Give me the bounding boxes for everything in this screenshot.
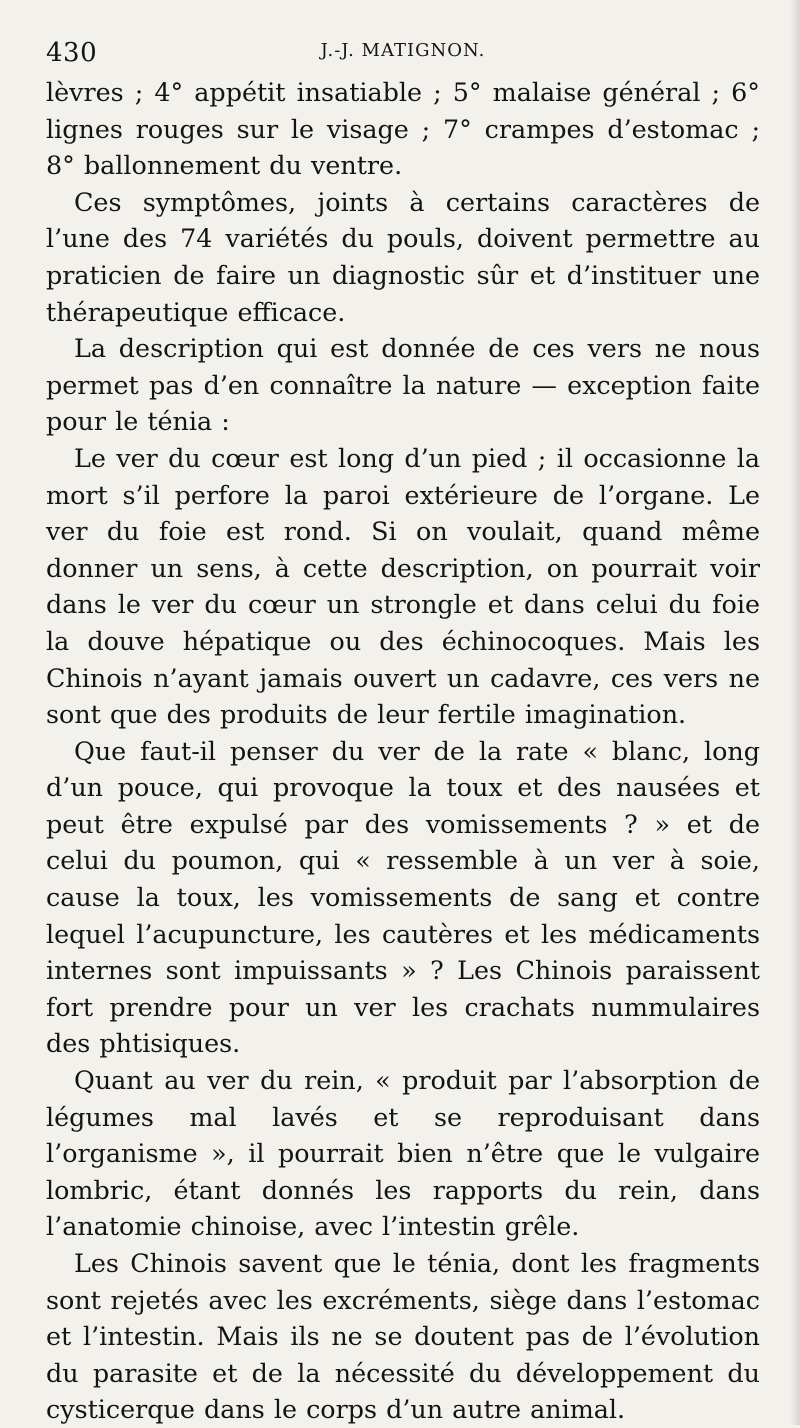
paragraph-continuation: lèvres ; 4° appétit insatiable ; 5° malaise général ; 6° lignes rouges sur le visage ; 7° crampes d’estomac ; 8° ballonnement du ventre. [46, 77, 760, 181]
paragraph-heart-worm: Le ver du cœur est long d’un pied ; il occasionne la mort s’il perfore la paroi extérieure de l’organe. Le ver du foie est rond. Si on voulait, quand même donner un sens, à cette description, on pourrait voir dans le ver du cœur un strongle et dans celui du foie la douve hépatique ou des échinocoques. Mais les Chinois n’ayant jamais ouvert un cadavre, ces vers ne sont que des produits de leur fertile imagination. [46, 442, 760, 730]
page-number: 430 [46, 38, 98, 68]
page-header [46, 38, 760, 70]
paragraph-spleen-worm: Que faut-il penser du ver de la rate « blanc, long d’un pouce, qui provoque la toux et des nausées et peut être expulsé par des vomissements ? » et de celui du poumon, qui « ressemble à un ver à soie, cause la toux, les vomissements de sang et contre lequel l’acupuncture, les cautères et les médicaments internes sont impuissants » ? Les Chinois paraissent fort prendre pour un ver les crachats nummulaires des phtisiques. [46, 735, 760, 1059]
body-text [46, 74, 760, 1428]
paragraph-kidney-worm: Quant au ver du rein, « produit par l’absorption de légumes mal lavés et se reproduisant dans l’organisme », il pourrait bien n’être que le vulgaire lombric, étant donnés les rapports du rein, dans l’anatomie chinoise, avec l’intestin grêle. [46, 1065, 760, 1242]
paragraph-tapeworm: Les Chinois savent que le ténia, dont les fragments sont rejetés avec les excréments, siège dans l’estomac et l’intestin. Mais ils ne se doutent pas de l’évolution du parasite et de la nécessité du développement du cysticerque dans le corps d’un autre animal. [46, 1248, 760, 1425]
running-head: J.-J. MATIGNON. [320, 40, 486, 61]
paragraph-symptoms: Ces symptômes, joints à certains caractères de l’une des 74 variétés du pouls, doivent permettre au praticien de faire un diagnostic sûr et d’instituer une thérapeutique efficace. [46, 186, 760, 327]
paragraph-description: La description qui est donnée de ces vers ne nous permet pas d’en connaître la nature — exception faite pour le ténia : [46, 333, 760, 437]
